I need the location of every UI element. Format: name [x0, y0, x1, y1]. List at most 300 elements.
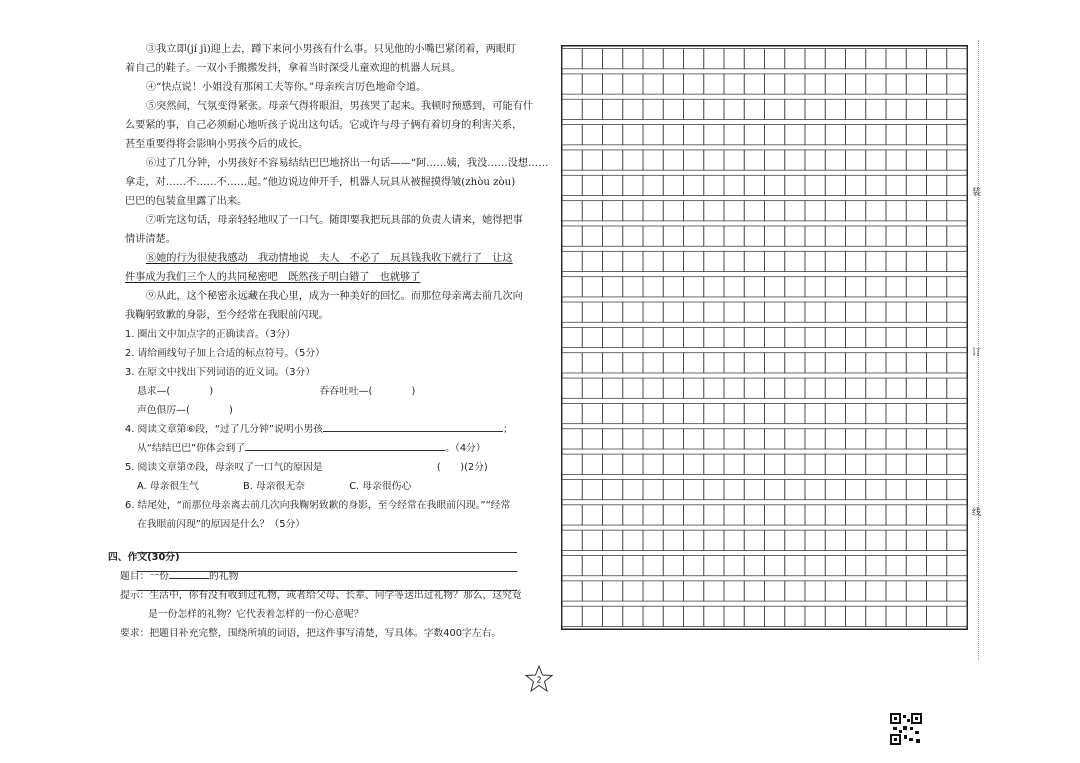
paragraph-4: ④“快点说！小姐没有那闲工夫等你。”母亲疾言厉色地命令道。	[145, 82, 427, 93]
grid-cell	[684, 479, 704, 499]
grid-cell	[582, 99, 602, 119]
grid-cell	[562, 505, 582, 525]
grid-cell	[744, 175, 764, 195]
grid-cell	[744, 479, 764, 499]
grid-cell	[886, 581, 906, 601]
grid-row	[562, 429, 967, 449]
grid-cell	[582, 150, 602, 170]
grid-cell	[805, 530, 825, 550]
grid-cell	[846, 606, 866, 626]
title-suffix: 的礼物	[208, 571, 239, 582]
grid-cell	[562, 353, 582, 373]
grid-cell	[785, 454, 805, 474]
grid-cell	[643, 556, 663, 576]
grid-cell	[724, 429, 744, 449]
grid-cell	[886, 505, 906, 525]
grid-cell	[785, 353, 805, 373]
paragraph-6-line-2: 拿走，对……不……不……起。”他边说边伸开手，机器人玩具从被握摸得皱(zhòu zòu)	[125, 177, 516, 188]
grid-cell	[684, 226, 704, 246]
grid-cell	[562, 150, 582, 170]
composition-grid-lines	[561, 45, 968, 630]
grid-cell	[785, 327, 805, 347]
grid-cell	[947, 429, 967, 449]
grid-cell	[906, 99, 926, 119]
grid-cell	[562, 302, 582, 322]
grid-cell	[704, 530, 724, 550]
question-5-options	[125, 477, 525, 496]
grid-cell	[704, 353, 724, 373]
paragraph-9-line-1: ⑨从此，这个秘密永远藏在我心里，成为一种美好的回忆。而那位母亲离去前几次向	[145, 291, 523, 302]
grid-cell	[886, 403, 906, 423]
grid-cell	[582, 429, 602, 449]
grid-cell	[866, 74, 886, 94]
grid-cell	[704, 226, 724, 246]
grid-cell	[582, 74, 602, 94]
grid-cell	[846, 556, 866, 576]
grid-cell	[663, 49, 683, 69]
grid-cell	[785, 556, 805, 576]
grid-cell	[582, 302, 602, 322]
grid-cell	[603, 581, 623, 601]
grid-cell	[805, 505, 825, 525]
paragraph-5-line-2: 么要紧的事，自己必须耐心地听孩子说出这句话。它或许与母子俩有着切身的利害关系，	[125, 120, 523, 131]
grid-cell	[866, 378, 886, 398]
grid-cell	[623, 226, 643, 246]
grid-cell	[744, 606, 764, 626]
grid-cell	[684, 302, 704, 322]
question-3: 3. 在原文中找出下列词语的近义词。（3分）	[125, 367, 316, 378]
grid-cell	[927, 378, 947, 398]
grid-cell	[825, 201, 845, 221]
grid-cell	[603, 454, 623, 474]
composition-title	[108, 567, 528, 586]
reading-passage	[125, 40, 549, 591]
grid-cell	[927, 201, 947, 221]
grid-cell	[765, 226, 785, 246]
grid-row	[562, 581, 967, 601]
grid-cell	[765, 403, 785, 423]
grid-cell	[866, 505, 886, 525]
grid-cell	[684, 454, 704, 474]
grid-cell	[582, 226, 602, 246]
grid-cell	[744, 353, 764, 373]
grid-cell	[724, 378, 744, 398]
grid-cell	[623, 150, 643, 170]
grid-cell	[765, 454, 785, 474]
composition-section	[108, 548, 528, 643]
grid-cell	[805, 327, 825, 347]
grid-cell	[906, 530, 926, 550]
title-blank[interactable]	[169, 568, 209, 579]
grid-cell	[582, 201, 602, 221]
grid-cell	[744, 581, 764, 601]
grid-cell	[603, 556, 623, 576]
grid-cell	[704, 606, 724, 626]
grid-cell	[704, 429, 724, 449]
grid-cell	[643, 606, 663, 626]
grid-cell	[765, 302, 785, 322]
grid-cell	[846, 125, 866, 145]
grid-cell	[704, 479, 724, 499]
grid-cell	[866, 327, 886, 347]
grid-cell	[582, 505, 602, 525]
grid-cell	[623, 74, 643, 94]
grid-cell	[765, 353, 785, 373]
grid-cell	[927, 251, 947, 271]
grid-cell	[724, 556, 744, 576]
grid-cell	[805, 125, 825, 145]
grid-cell	[846, 302, 866, 322]
grid-cell	[562, 175, 582, 195]
paragraph-6-line-1: ⑥过了几分钟，小男孩好不容易结结巴巴地挤出一句话——“阿……姨，我没……没想……	[145, 158, 549, 169]
grid-cell	[825, 378, 845, 398]
grid-cell	[663, 581, 683, 601]
grid-cell	[704, 251, 724, 271]
grid-cell	[643, 429, 663, 449]
grid-cell	[805, 403, 825, 423]
paragraph-7-line-2: 情讲清楚。	[125, 234, 176, 245]
grid-cell	[906, 277, 926, 297]
grid-cell	[846, 530, 866, 550]
grid-cell	[947, 99, 967, 119]
grid-cell	[785, 99, 805, 119]
grid-cell	[724, 353, 744, 373]
grid-cell	[663, 454, 683, 474]
grid-cell	[663, 505, 683, 525]
grid-cell	[663, 378, 683, 398]
grid-cell	[927, 403, 947, 423]
grid-cell	[643, 530, 663, 550]
grid-cell	[825, 49, 845, 69]
grid-cell	[906, 302, 926, 322]
grid-cell	[562, 99, 582, 119]
grid-cell	[805, 429, 825, 449]
grid-cell	[805, 277, 825, 297]
grid-cell	[603, 125, 623, 145]
grid-cell	[805, 150, 825, 170]
grid-cell	[866, 277, 886, 297]
grid-cell	[704, 556, 724, 576]
grid-cell	[947, 74, 967, 94]
grid-cell	[724, 302, 744, 322]
grid-cell	[724, 125, 744, 145]
grid-cell	[724, 327, 744, 347]
grid-cell	[643, 479, 663, 499]
grid-cell	[785, 581, 805, 601]
grid-cell	[582, 403, 602, 423]
grid-cell	[603, 327, 623, 347]
grid-cell	[704, 74, 724, 94]
grid-row	[562, 505, 967, 525]
grid-cell	[704, 99, 724, 119]
grid-cell	[684, 530, 704, 550]
grid-cell	[684, 581, 704, 601]
grid-cell	[744, 201, 764, 221]
grid-cell	[785, 125, 805, 145]
grid-cell	[623, 479, 643, 499]
grid-cell	[744, 556, 764, 576]
option-b[interactable]: B. 母亲很无奈	[243, 481, 305, 492]
question-3-row-1	[125, 382, 525, 401]
grid-cell	[663, 150, 683, 170]
grid-cell	[724, 150, 744, 170]
grid-cell	[866, 99, 886, 119]
grid-cell	[684, 353, 704, 373]
paragraph-9-line-2: 我鞠躬致歉的身影，至今经常在我眼前闪现。	[125, 310, 329, 321]
option-a[interactable]: A. 母亲很生气	[137, 481, 199, 492]
grid-cell	[947, 277, 967, 297]
synonym-blank-2[interactable]: 吞吞吐吐—( )	[319, 386, 416, 397]
grid-cell	[663, 606, 683, 626]
grid-cell	[765, 479, 785, 499]
grid-cell	[724, 251, 744, 271]
grid-cell	[704, 201, 724, 221]
grid-cell	[704, 125, 724, 145]
grid-row	[562, 327, 967, 347]
grid-row	[562, 99, 967, 119]
grid-cell	[805, 251, 825, 271]
grid-cell	[623, 378, 643, 398]
grid-cell	[886, 125, 906, 145]
grid-cell	[684, 606, 704, 626]
grid-cell	[582, 277, 602, 297]
grid-cell	[643, 99, 663, 119]
grid-cell	[805, 581, 825, 601]
grid-cell	[947, 530, 967, 550]
grid-cell	[886, 49, 906, 69]
grid-cell	[623, 556, 643, 576]
grid-cell	[582, 251, 602, 271]
grid-cell	[886, 479, 906, 499]
grid-cell	[623, 403, 643, 423]
grid-cell	[623, 606, 643, 626]
grid-cell	[846, 251, 866, 271]
grid-cell	[846, 429, 866, 449]
option-c[interactable]: C. 母亲很伤心	[349, 481, 412, 492]
grid-cell	[582, 327, 602, 347]
grid-cell	[805, 353, 825, 373]
grid-cell	[927, 125, 947, 145]
grid-cell	[724, 175, 744, 195]
grid-cell	[947, 251, 967, 271]
grid-cell	[603, 302, 623, 322]
grid-cell	[927, 99, 947, 119]
grid-cell	[805, 556, 825, 576]
grid-cell	[947, 302, 967, 322]
grid-cell	[704, 581, 724, 601]
grid-cell	[704, 403, 724, 423]
grid-cell	[562, 201, 582, 221]
question-6-line-2: 在我眼前闪现”的原因是什么？（5分）	[137, 519, 306, 530]
grid-cell	[582, 530, 602, 550]
grid-cell	[582, 175, 602, 195]
grid-cell	[684, 49, 704, 69]
grid-cell	[785, 403, 805, 423]
grid-row	[562, 302, 967, 322]
grid-cell	[947, 378, 967, 398]
grid-cell	[704, 150, 724, 170]
synonym-blank-3[interactable]: 声色俱厉—( )	[137, 405, 233, 416]
grid-cell	[582, 125, 602, 145]
grid-cell	[623, 99, 643, 119]
binding-mark-xian: 线	[972, 508, 982, 518]
grid-cell	[663, 327, 683, 347]
grid-cell	[805, 226, 825, 246]
grid-cell	[785, 606, 805, 626]
grid-cell	[643, 327, 663, 347]
grid-cell	[825, 505, 845, 525]
grid-cell	[886, 353, 906, 373]
grid-cell	[906, 251, 926, 271]
grid-cell	[684, 378, 704, 398]
grid-cell	[825, 556, 845, 576]
page-number: 2	[536, 675, 542, 685]
grid-cell	[724, 581, 744, 601]
grid-cell	[643, 353, 663, 373]
grid-cell	[562, 581, 582, 601]
grid-cell	[684, 74, 704, 94]
grid-cell	[603, 150, 623, 170]
grid-cell	[603, 49, 623, 69]
answer-line-4a[interactable]	[323, 421, 503, 432]
grid-cell	[744, 530, 764, 550]
grid-cell	[724, 277, 744, 297]
synonym-blank-1[interactable]: 恳求—( )	[137, 386, 214, 397]
grid-row	[562, 556, 967, 576]
grid-cell	[663, 251, 683, 271]
grid-cell	[663, 479, 683, 499]
grid-cell	[785, 429, 805, 449]
grid-cell	[724, 201, 744, 221]
grid-cell	[785, 251, 805, 271]
grid-cell	[582, 353, 602, 373]
grid-cell	[805, 74, 825, 94]
grid-cell	[846, 201, 866, 221]
grid-cell	[906, 606, 926, 626]
answer-line-4b[interactable]	[245, 440, 445, 451]
grid-cell	[562, 125, 582, 145]
grid-cell	[603, 505, 623, 525]
grid-cell	[886, 302, 906, 322]
title-prefix: 题目：一份	[120, 571, 169, 582]
grid-cell	[562, 403, 582, 423]
composition-grid[interactable]	[561, 45, 968, 630]
grid-cell	[765, 150, 785, 170]
grid-cell	[927, 277, 947, 297]
grid-cell	[663, 353, 683, 373]
grid-cell	[825, 403, 845, 423]
grid-cell	[825, 530, 845, 550]
grid-row	[562, 251, 967, 271]
grid-cell	[562, 49, 582, 69]
grid-cell	[825, 454, 845, 474]
answer-bracket-5[interactable]: ( )(2分)	[436, 462, 488, 473]
grid-cell	[886, 378, 906, 398]
grid-cell	[886, 606, 906, 626]
grid-row	[562, 530, 967, 550]
question-4b-text: 从“结结巴巴”你体会到了	[137, 443, 246, 454]
grid-cell	[765, 530, 785, 550]
grid-cell	[825, 226, 845, 246]
grid-cell	[947, 479, 967, 499]
grid-cell	[623, 277, 643, 297]
grid-cell	[927, 505, 947, 525]
grid-cell	[906, 403, 926, 423]
paragraph-6-line-3: 巴巴的包装盒里露了出来。	[125, 196, 248, 207]
grid-cell	[724, 505, 744, 525]
grid-cell	[643, 226, 663, 246]
grid-cell	[927, 454, 947, 474]
grid-cell	[623, 175, 643, 195]
grid-cell	[785, 302, 805, 322]
grid-cell	[765, 201, 785, 221]
grid-cell	[684, 99, 704, 119]
grid-cell	[765, 556, 785, 576]
question-5	[125, 458, 525, 477]
grid-cell	[562, 226, 582, 246]
grid-row	[562, 125, 967, 145]
grid-cell	[643, 581, 663, 601]
grid-cell	[805, 175, 825, 195]
grid-row	[562, 353, 967, 373]
grid-cell	[704, 302, 724, 322]
grid-cell	[785, 74, 805, 94]
grid-cell	[805, 201, 825, 221]
grid-cell	[562, 429, 582, 449]
grid-cell	[866, 581, 886, 601]
grid-cell	[846, 479, 866, 499]
grid-cell	[724, 226, 744, 246]
grid-cell	[744, 251, 764, 271]
grid-row	[562, 74, 967, 94]
grid-cell	[663, 226, 683, 246]
grid-cell	[927, 302, 947, 322]
question-4-line-1	[125, 420, 525, 439]
composition-requirement: 要求：把题目补充完整，围绕所填的词语，把这件事写清楚，写具体。字数400字左右。	[120, 628, 502, 639]
grid-cell	[684, 429, 704, 449]
grid-cell	[582, 606, 602, 626]
grid-cell	[785, 378, 805, 398]
grid-cell	[623, 530, 643, 550]
grid-cell	[744, 226, 764, 246]
grid-cell	[825, 429, 845, 449]
grid-cell	[744, 150, 764, 170]
grid-cell	[906, 353, 926, 373]
grid-cell	[906, 201, 926, 221]
grid-cell	[582, 556, 602, 576]
grid-cell	[684, 327, 704, 347]
grid-cell	[947, 201, 967, 221]
grid-cell	[805, 454, 825, 474]
grid-cell	[866, 606, 886, 626]
grid-cell	[643, 49, 663, 69]
grid-row	[562, 201, 967, 221]
grid-cell	[623, 505, 643, 525]
grid-row	[562, 49, 967, 69]
grid-cell	[785, 175, 805, 195]
grid-cell	[947, 505, 967, 525]
grid-cell	[643, 201, 663, 221]
grid-cell	[582, 479, 602, 499]
grid-cell	[866, 353, 886, 373]
grid-cell	[906, 454, 926, 474]
grid-cell	[623, 353, 643, 373]
grid-cell	[927, 606, 947, 626]
grid-cell	[846, 378, 866, 398]
grid-cell	[846, 150, 866, 170]
grid-cell	[765, 99, 785, 119]
grid-cell	[886, 454, 906, 474]
